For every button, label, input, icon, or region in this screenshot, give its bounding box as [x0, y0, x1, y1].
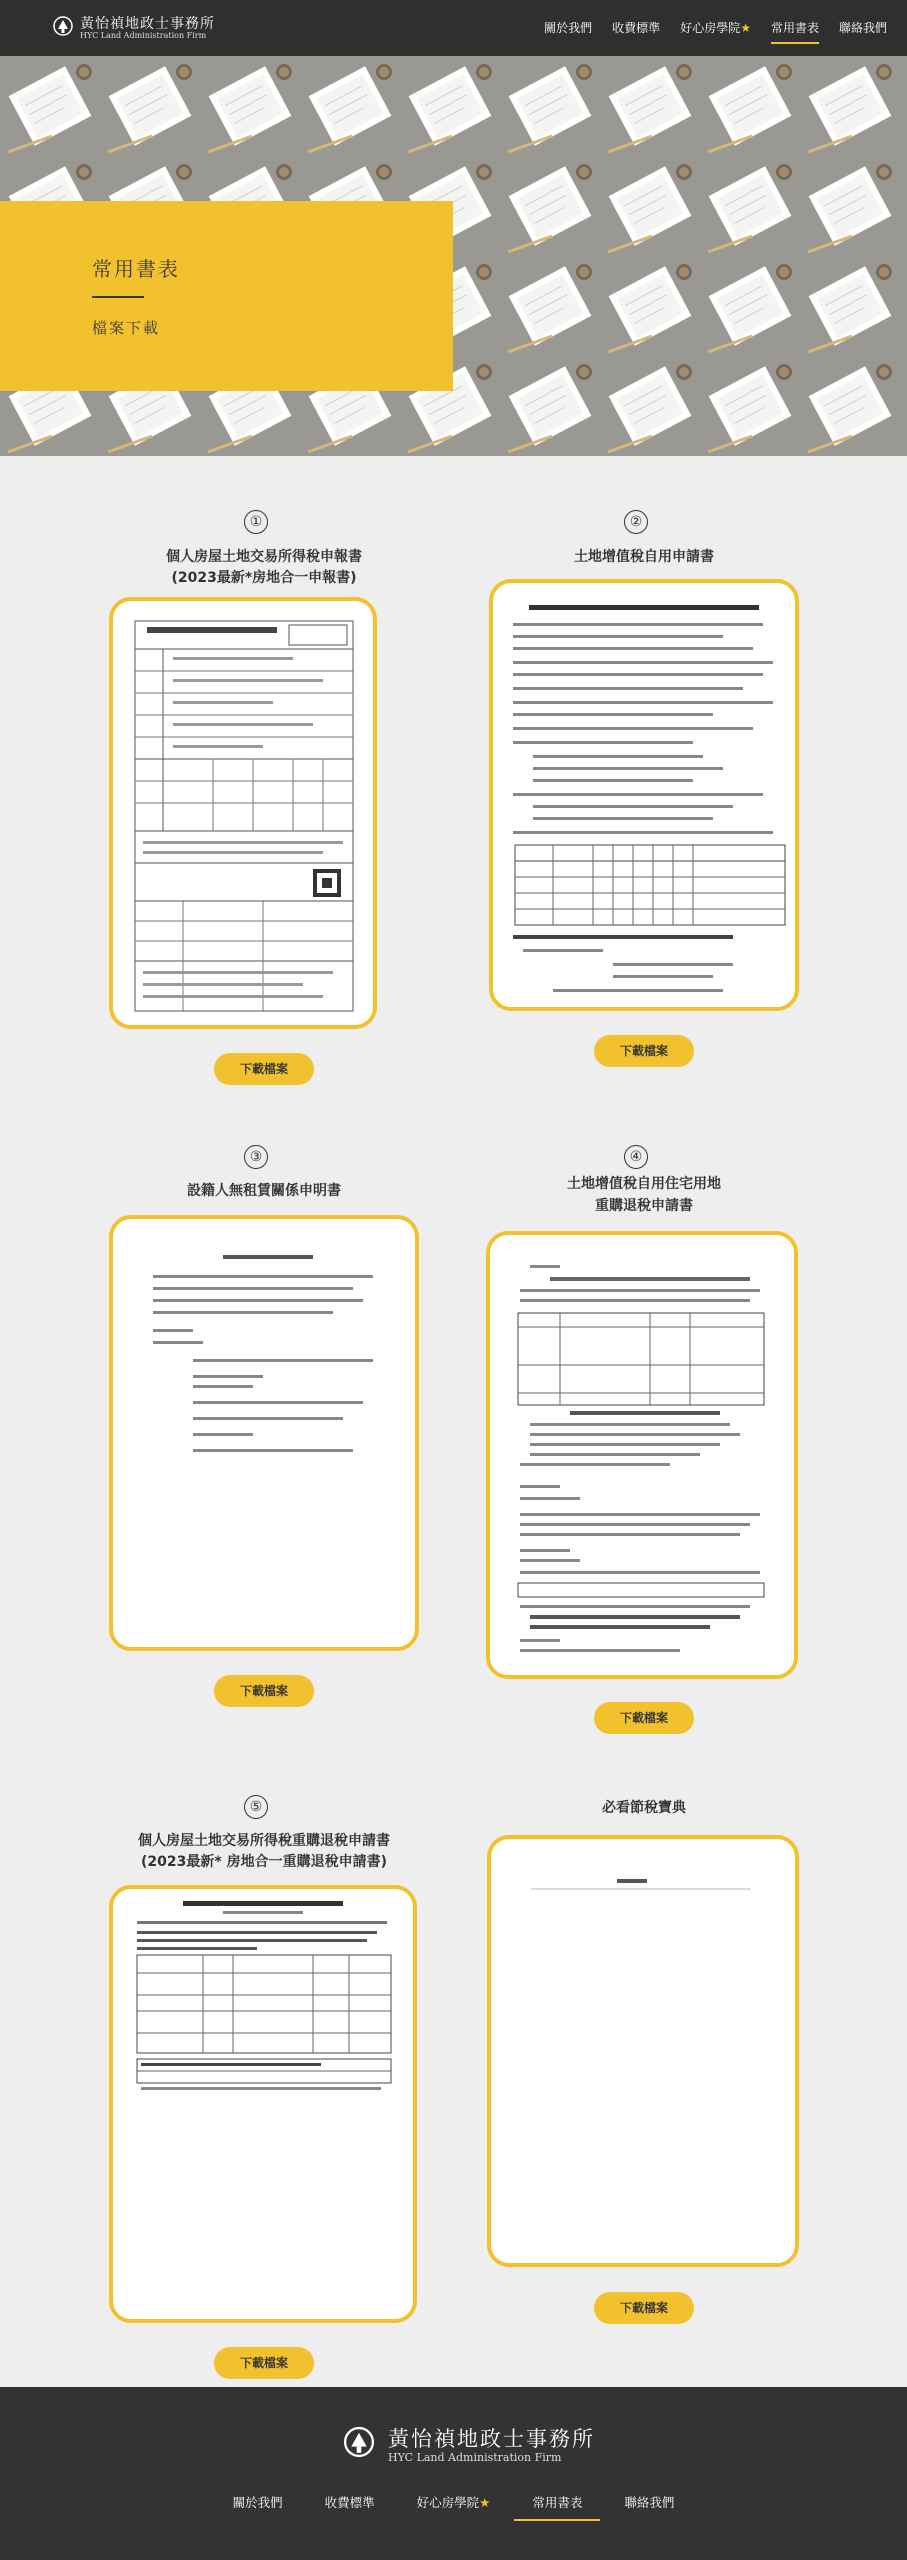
form-preview-image	[490, 1235, 794, 1675]
footer-nav	[0, 2493, 907, 2521]
card-title-line: 設籍人無租賃關係申明書	[187, 1183, 341, 1199]
footer-nav-item-about[interactable]	[233, 2493, 283, 2521]
site-footer	[0, 2387, 907, 2560]
logo-name-en: HYC Land Administration Firm	[80, 31, 207, 40]
form-preview-image	[113, 1889, 413, 2319]
top-navigation-bar	[0, 0, 907, 56]
card-title-line: 重購退稅申請書	[595, 1198, 693, 1214]
download-button-4[interactable]: 下載檔案	[594, 1702, 694, 1734]
footer-nav-label: 常用書表	[532, 2495, 583, 2510]
title-divider	[92, 296, 144, 298]
logo-name-zh: 黃怡禎地政士事務所	[80, 16, 215, 32]
form-preview-image	[493, 583, 795, 1007]
download-button-2[interactable]: 下載檔案	[594, 1035, 694, 1067]
form-preview-frame[interactable]	[489, 579, 799, 1011]
hero-banner	[0, 56, 907, 456]
download-card-5	[104, 1795, 424, 2385]
nav-item-label: 關於我們	[544, 21, 593, 35]
star-icon: ★	[740, 21, 751, 35]
footer-nav-label: 好心房學院	[416, 2495, 480, 2510]
form-preview-image	[113, 601, 373, 1025]
card-number: ②	[624, 510, 648, 534]
main-nav	[534, 0, 897, 56]
footer-logo[interactable]	[342, 2423, 595, 2467]
nav-item-contact[interactable]	[839, 0, 887, 56]
footer-nav-item-pricing[interactable]	[325, 2493, 375, 2521]
download-card-1	[104, 505, 424, 1095]
footer-nav-item-academy[interactable]	[417, 2493, 491, 2521]
card-number: ①	[244, 510, 268, 534]
nav-item-label: 收費標準	[612, 21, 661, 35]
card-number: ③	[244, 1145, 268, 1169]
download-button-3[interactable]: 下載檔案	[214, 1675, 314, 1707]
nav-item-label: 聯絡我們	[838, 21, 887, 35]
card-title-line: 土地增值稅自用住宅用地	[567, 1176, 721, 1192]
form-preview-frame[interactable]	[109, 597, 377, 1029]
card-number: ④	[624, 1145, 648, 1169]
form-preview-frame[interactable]	[487, 1835, 799, 2267]
form-preview-frame[interactable]	[486, 1231, 798, 1679]
page-title: 常用書表	[92, 257, 180, 281]
download-button-5[interactable]: 下載檔案	[214, 2347, 314, 2379]
footer-nav-item-contact[interactable]	[624, 2493, 674, 2521]
site-logo[interactable]	[52, 11, 215, 45]
download-card-6	[484, 1795, 804, 2365]
card-title-line: 必看節稅寶典	[602, 1800, 686, 1816]
download-button-1[interactable]: 下載檔案	[214, 1053, 314, 1085]
card-title-line: (2023最新*房地合一申報書)	[171, 570, 357, 586]
form-preview-frame[interactable]	[109, 1215, 419, 1651]
nav-item-forms[interactable]	[771, 0, 819, 56]
card-title-line: 土地增值稅自用申請書	[574, 549, 714, 565]
footer-name-en: HYC Land Administration Firm	[388, 2451, 562, 2464]
logo-emblem-icon	[342, 2425, 376, 2459]
footer-name-zh: 黃怡禎地政士事務所	[388, 2427, 595, 2451]
nav-item-label: 常用書表	[770, 21, 819, 35]
nav-item-label: 好心房學院	[680, 21, 741, 35]
card-number: ⑤	[244, 1795, 268, 1819]
card-title-line: 個人房屋土地交易所得稅申報書	[166, 549, 362, 565]
footer-nav-label: 聯絡我們	[624, 2495, 675, 2510]
card-title-line: (2023最新* 房地合一重購退稅申請書)	[141, 1854, 387, 1870]
form-preview-frame[interactable]	[109, 1885, 417, 2323]
nav-item-academy[interactable]	[680, 0, 751, 56]
nav-item-pricing[interactable]	[612, 0, 660, 56]
footer-nav-label: 收費標準	[324, 2495, 375, 2510]
star-icon: ★	[479, 2495, 491, 2510]
card-title-line: 個人房屋土地交易所得稅重購退稅申請書	[138, 1833, 390, 1849]
footer-nav-item-forms[interactable]	[532, 2493, 582, 2521]
form-preview-image	[113, 1219, 415, 1647]
download-card-3	[104, 1145, 424, 1715]
logo-emblem-icon	[52, 15, 74, 37]
download-button-6[interactable]: 下載檔案	[594, 2292, 694, 2324]
page-subtitle: 檔案下載	[92, 319, 161, 337]
footer-nav-label: 關於我們	[232, 2495, 283, 2510]
nav-item-about[interactable]	[544, 0, 592, 56]
hero-title-box	[0, 201, 453, 391]
download-card-4	[484, 1145, 804, 1745]
form-preview-image	[491, 1839, 795, 2263]
download-card-2	[484, 505, 804, 1075]
